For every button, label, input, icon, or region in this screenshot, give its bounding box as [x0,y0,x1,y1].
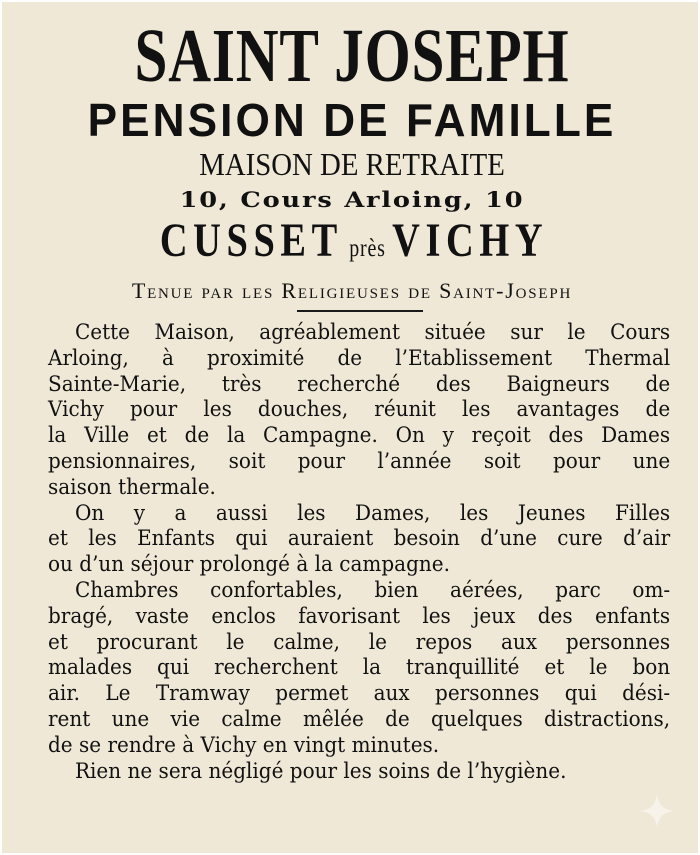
town-vichy: VICHY [392,214,549,267]
body-line: Rien ne sera négligé pour les soins de l’hygiène. [74,758,567,784]
body-line: saison thermale. [48,474,216,500]
body-line: malades qui recherchent la tranquillité et le bon [48,655,671,681]
body-line: On y a aussi les Dames, les Jeunes Filles [74,500,671,526]
body-line: pensionnaires, soit pour l’année soit pour une [48,448,671,474]
town-cusset: CUSSET [159,214,343,267]
title-saint-joseph: SAINT JOSEPH [134,14,570,98]
body-line: bragé, vaste enclos favorisant les jeux des enfants [48,603,671,629]
body-line: rent une vie calme mêlée de quelques distractions, [48,706,671,732]
divider-rule [297,310,423,312]
tenue-line: Tenue par les Religieuses de Saint-Joseph [131,278,573,303]
body-line: air. Le Tramway permet aux personnes qui dési- [48,681,671,707]
sparkle-icon [640,794,674,828]
body-line: et procurant le calme, le repos aux personnes [48,629,671,655]
address-line: 10, Cours Arloing, 10 [179,187,525,212]
body-line: et les Enfants qui auraient besoin d’une cure d’air [48,526,671,552]
document-page [2,2,698,853]
body-line: la Ville et de la Campagne. On y reçoit des Dames [48,423,671,449]
body-line: Sainte-Marie, très recherché des Baigneurs de [48,371,671,397]
body-line: Arloing, à proximité de l’Etablissement Thermal [48,345,671,371]
body-line: Vichy pour les douches, réunit les avantages de [48,397,671,423]
body-line: ou d’un séjour prolongé à la campagne. [48,552,450,578]
body-line: de se rendre à Vichy en vingt minutes. [48,732,440,758]
body-line: Chambres confortables, bien aérées, parc om- [74,577,671,603]
heading-maison-de-retraite: MAISON DE RETRAITE [199,146,505,182]
town-connector: près [349,235,386,262]
body-text [48,320,671,784]
town-line [74,215,634,275]
subtitle-pension-de-famille: PENSION DE FAMILLE [87,94,617,146]
body-line: Cette Maison, agréablement située sur le Cours [74,320,671,345]
